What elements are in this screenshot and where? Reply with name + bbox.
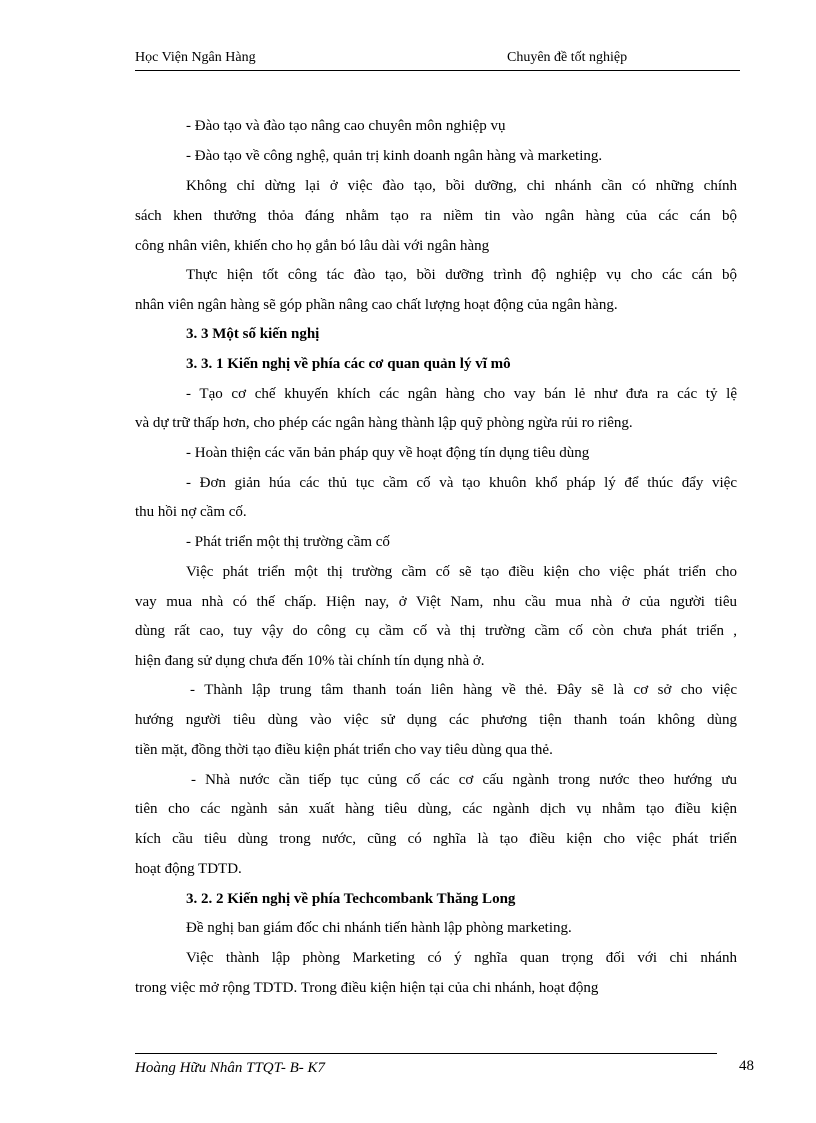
body-line: - Hoàn thiện các văn bản pháp quy về hoạt động tín dụng tiêu dùng: [186, 445, 590, 461]
body-line: Việc thành lập phòng Marketing có ý nghĩa quan trọng đối với chi nhánh: [186, 950, 737, 966]
body-line: tiền mặt, đồng thời tạo điều kiện phát triển cho vay tiêu dùng qua thẻ.: [135, 742, 553, 758]
body-line: - Tạo cơ chế khuyến khích các ngân hàng cho vay bán lẻ như đưa ra các tỷ lệ: [186, 386, 737, 402]
body-line: sách khen thưởng thỏa đáng nhằm tạo ra niềm tin vào ngân hàng của các cán bộ: [135, 208, 737, 224]
body-line: trong việc mở rộng TDTD. Trong điều kiện hiện tại của chi nhánh, hoạt động: [135, 980, 599, 996]
body-line: - Đơn giản húa các thủ tục cầm cố và tạo khuôn khổ pháp lý để thúc đẩy việc: [186, 475, 737, 491]
body-line: Việc phát triển một thị trường cầm cố sẽ tạo điều kiện cho việc phát triển cho: [186, 564, 737, 580]
subsection-heading: 3. 2. 2 Kiến nghị về phía Techcombank Thăng Long: [186, 891, 516, 907]
section-heading: 3. 3 Một số kiến nghị: [186, 326, 320, 342]
body-line: - Đào tạo và đào tạo nâng cao chuyên môn nghiệp vụ: [186, 118, 506, 134]
footer-rule: [135, 1053, 717, 1054]
body-line: kích cầu tiêu dùng trong nước, cũng có nghĩa là tạo điều kiện cho việc phát triển: [135, 831, 737, 847]
body-line: hiện đang sử dụng chưa đến 10% tài chính tín dụng nhà ở.: [135, 653, 485, 669]
body-line: - Phát triển một thị trường cầm cố: [186, 534, 390, 550]
page-number: 48: [739, 1058, 754, 1074]
body-line: hướng người tiêu dùng vào việc sử dụng các phương tiện thanh toán không dùng: [135, 712, 737, 728]
body-line: công nhân viên, khiến cho họ gắn bó lâu dài với ngân hàng: [135, 238, 490, 254]
body-line: Đề nghị ban giám đốc chi nhánh tiến hành lập phòng marketing.: [186, 920, 572, 936]
body-line: thu hồi nợ cầm cố.: [135, 504, 247, 520]
header-doc-type: Chuyên đề tốt nghiệp: [507, 50, 628, 65]
body-line: - Đào tạo về công nghệ, quản trị kinh doanh ngân hàng và marketing.: [186, 148, 603, 164]
body-line: và dự trữ thấp hơn, cho phép các ngân hàng thành lập quỹ phòng ngừa rủi ro riêng.: [135, 415, 633, 431]
body-line: dùng rất cao, tuy vậy do công cụ cầm cố và thị trường cầm cố còn chưa phát triển ,: [135, 623, 737, 639]
body-line: Thực hiện tốt công tác đào tạo, bồi dưỡng trình độ nghiệp vụ cho các cán bộ: [186, 267, 737, 283]
body-line: vay mua nhà có thế chấp. Hiện nay, ở Việt Nam, nhu cầu mua nhà ở của người tiêu: [135, 594, 737, 610]
subsection-heading: 3. 3. 1 Kiến nghị về phía các cơ quan quản lý vĩ mô: [186, 356, 511, 372]
body-line: tiên cho các ngành sản xuất hàng tiêu dùng, các ngành dịch vụ nhằm tạo điều kiện: [135, 801, 737, 817]
body-line: nhân viên ngân hàng sẽ góp phần nâng cao chất lượng hoạt động của ngân hàng.: [135, 297, 618, 313]
body-line: - Thành lập trung tâm thanh toán liên hàng về thẻ. Đây sẽ là cơ sở cho việc: [190, 682, 737, 698]
body-line: Không chỉ dừng lại ở việc đào tạo, bồi dưỡng, chi nhánh cần có những chính: [186, 178, 737, 194]
body-line: hoạt động TDTD.: [135, 861, 242, 877]
body-line: - Nhà nước cần tiếp tục củng cố các cơ cấu ngành trong nước theo hướng ưu: [191, 772, 737, 788]
page-header: [135, 50, 740, 71]
footer-author: Hoàng Hữu Nhân TTQT- B- K7: [135, 1060, 326, 1076]
header-institution: Học Viện Ngân Hàng: [135, 50, 256, 65]
